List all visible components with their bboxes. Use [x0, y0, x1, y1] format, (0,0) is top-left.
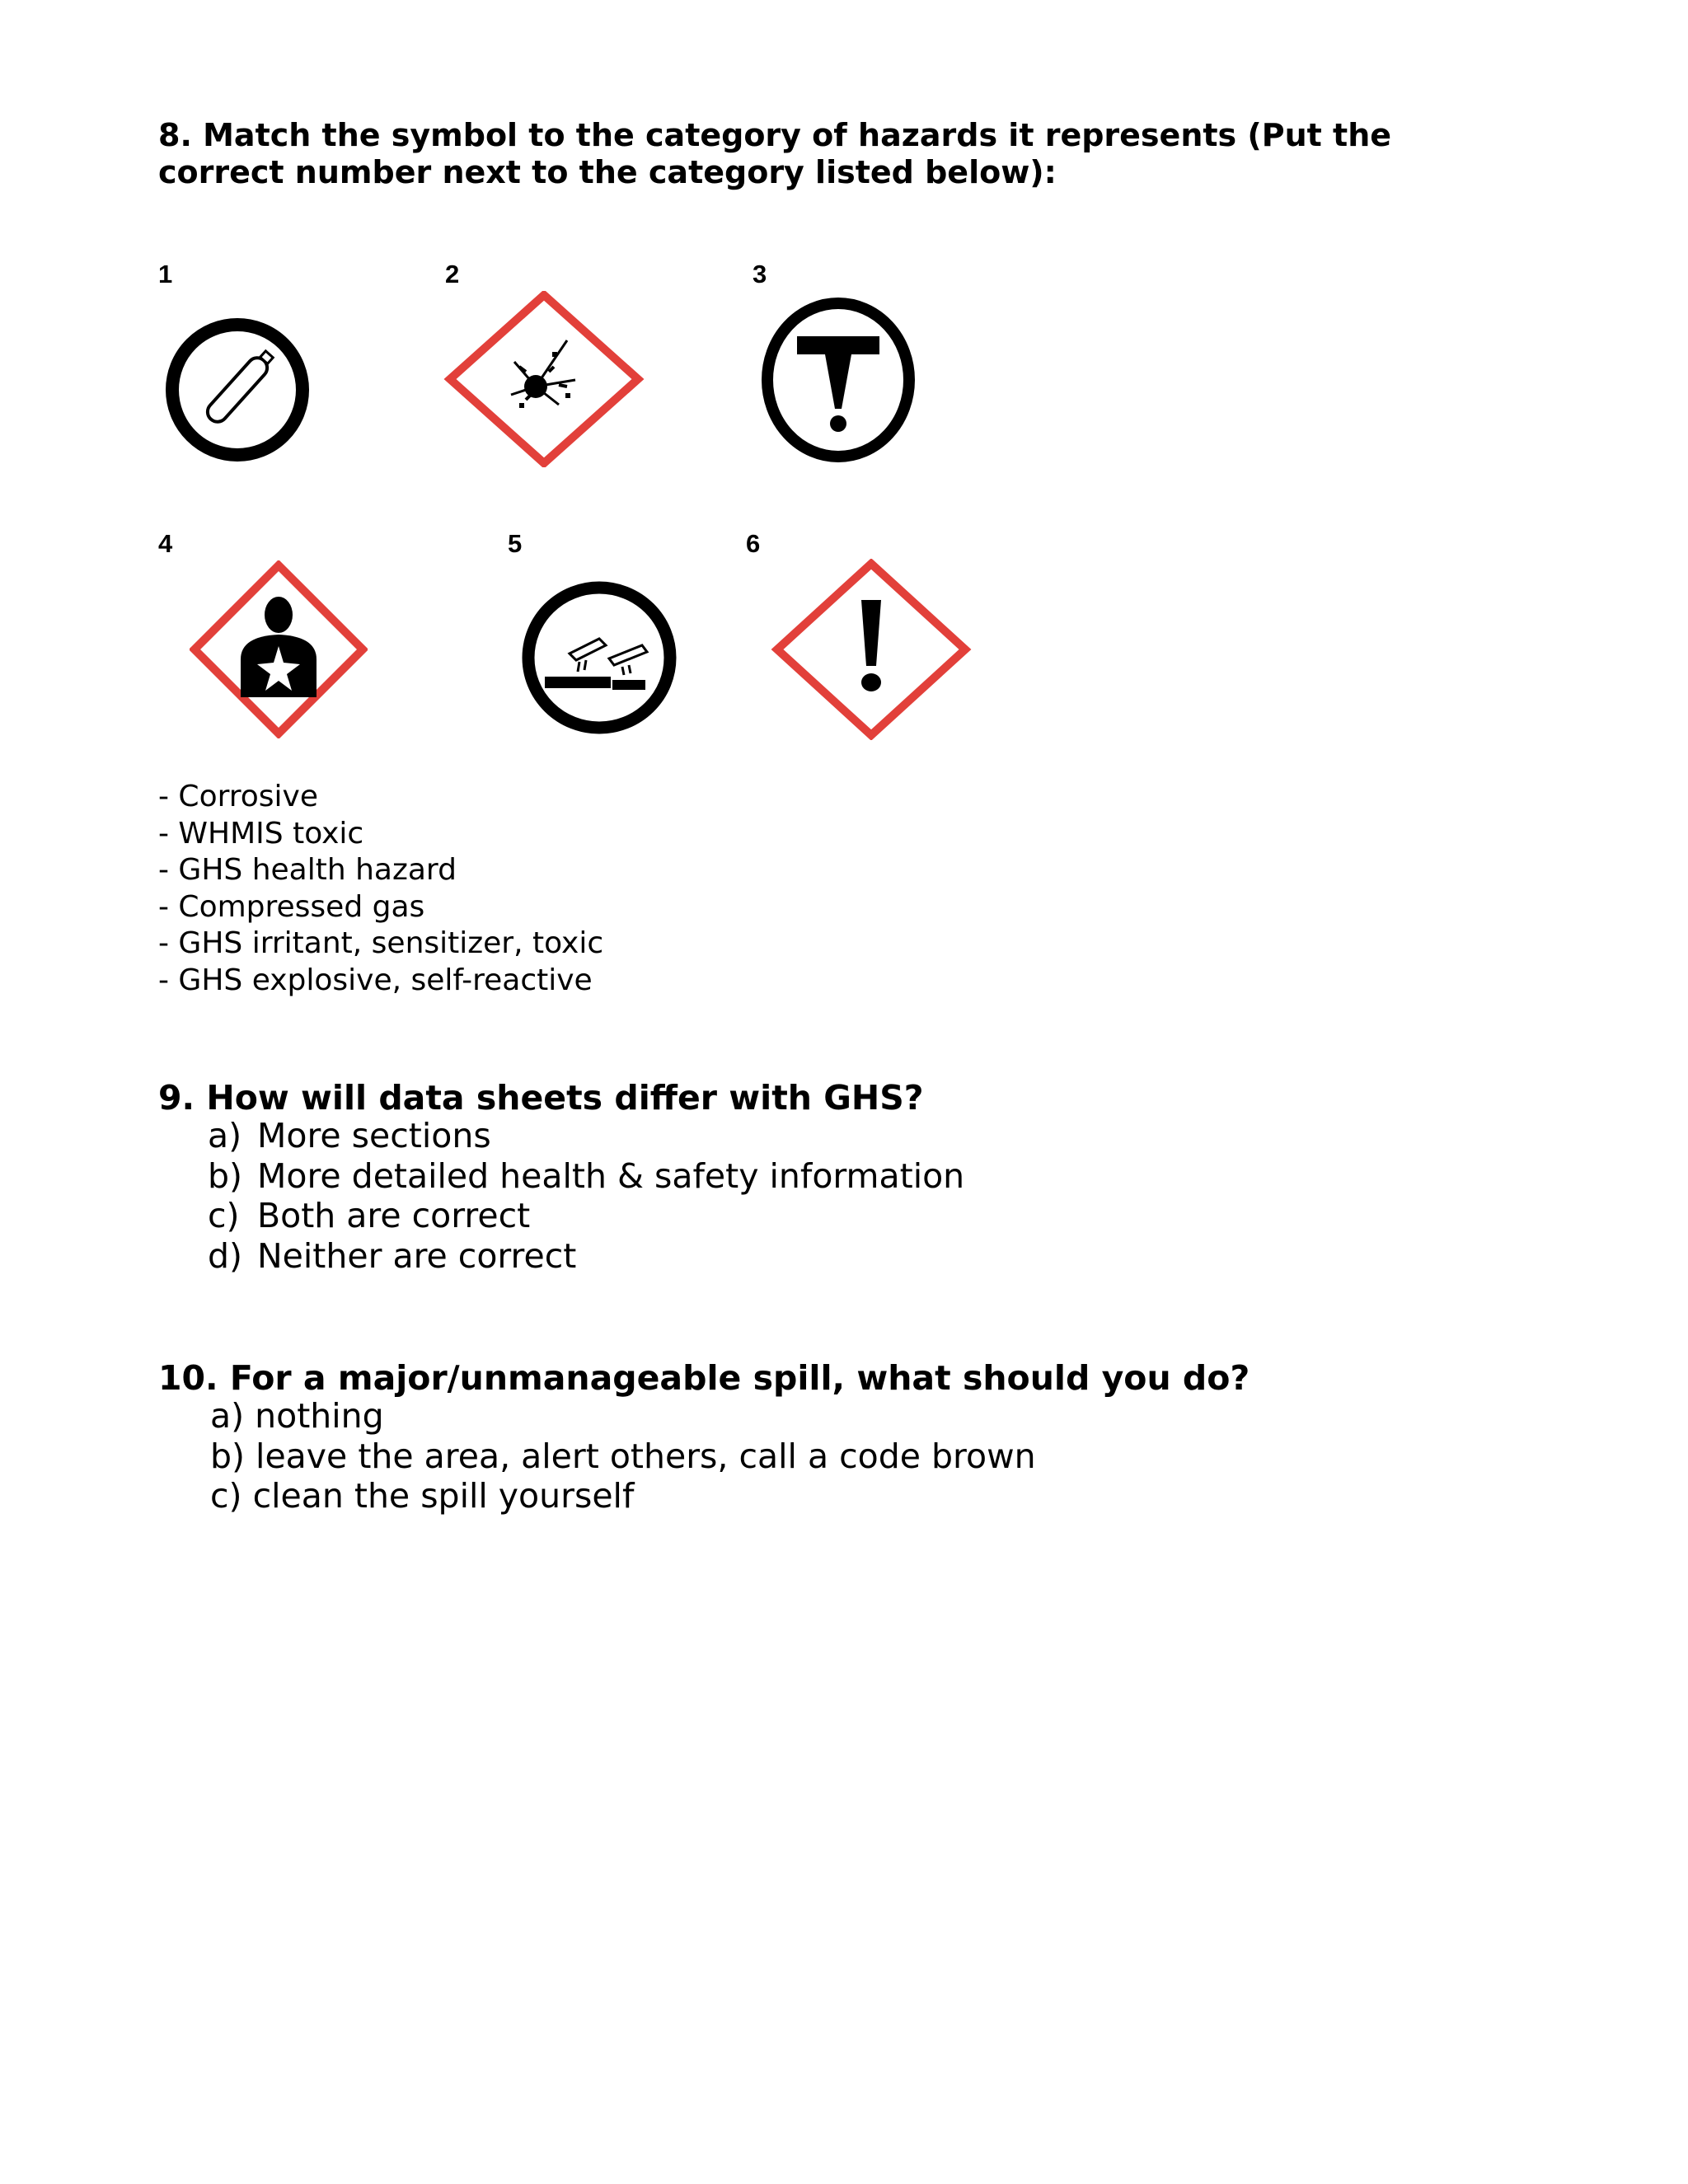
option-row [208, 1116, 964, 1156]
category-item: - GHS explosive, self-reactive [158, 963, 593, 997]
exploding-bomb-icon [443, 291, 645, 467]
symbol-number-2: 2 [445, 260, 460, 288]
question-10-title: 10. For a major/unmanageable spill, what should you do? [158, 1358, 1250, 1398]
health-hazard-icon [190, 560, 368, 738]
option-row [208, 1196, 964, 1236]
option-text: More detailed health & safety information [257, 1155, 965, 1196]
question-10-options [210, 1396, 1036, 1516]
option-text: Both are correct [257, 1196, 531, 1235]
category-list [158, 779, 603, 999]
category-item: - GHS irritant, sensitizer, toxic [158, 926, 604, 960]
option-row: a) nothing [210, 1396, 384, 1436]
symbol-number-5: 5 [508, 529, 523, 558]
symbol-number-6: 6 [746, 529, 761, 558]
compressed-gas-icon [163, 316, 312, 464]
category-item: - Compressed gas [158, 889, 425, 924]
option-letter: a) [208, 1116, 242, 1155]
question-9-title: 9. How will data sheets differ with GHS? [158, 1078, 924, 1118]
question-9-options [208, 1116, 964, 1276]
category-item: - WHMIS toxic [158, 816, 364, 851]
option-letter: b) [208, 1155, 243, 1196]
option-row: b) leave the area, alert others, call a code brown [210, 1436, 1036, 1476]
question-8-title: 8. Match the symbol to the category of hazards it represents (Put the correct number next to the category listed below): [158, 117, 1392, 190]
corrosion-icon [520, 579, 678, 736]
exclamation-mark-icon [771, 559, 972, 740]
toxic-t-icon [759, 295, 917, 465]
option-letter: c) [208, 1196, 240, 1235]
symbol-number-4: 4 [158, 529, 173, 558]
option-row [208, 1236, 964, 1277]
symbol-number-3: 3 [753, 260, 767, 288]
option-text: Neither are correct [257, 1235, 577, 1276]
option-text: More sections [257, 1116, 491, 1155]
option-row: c) clean the spill yourself [210, 1476, 635, 1516]
category-item: - Corrosive [158, 780, 319, 813]
symbol-number-1: 1 [158, 260, 173, 288]
option-row [208, 1156, 964, 1197]
category-item: - GHS health hazard [158, 853, 457, 887]
option-letter: d) [208, 1235, 243, 1276]
